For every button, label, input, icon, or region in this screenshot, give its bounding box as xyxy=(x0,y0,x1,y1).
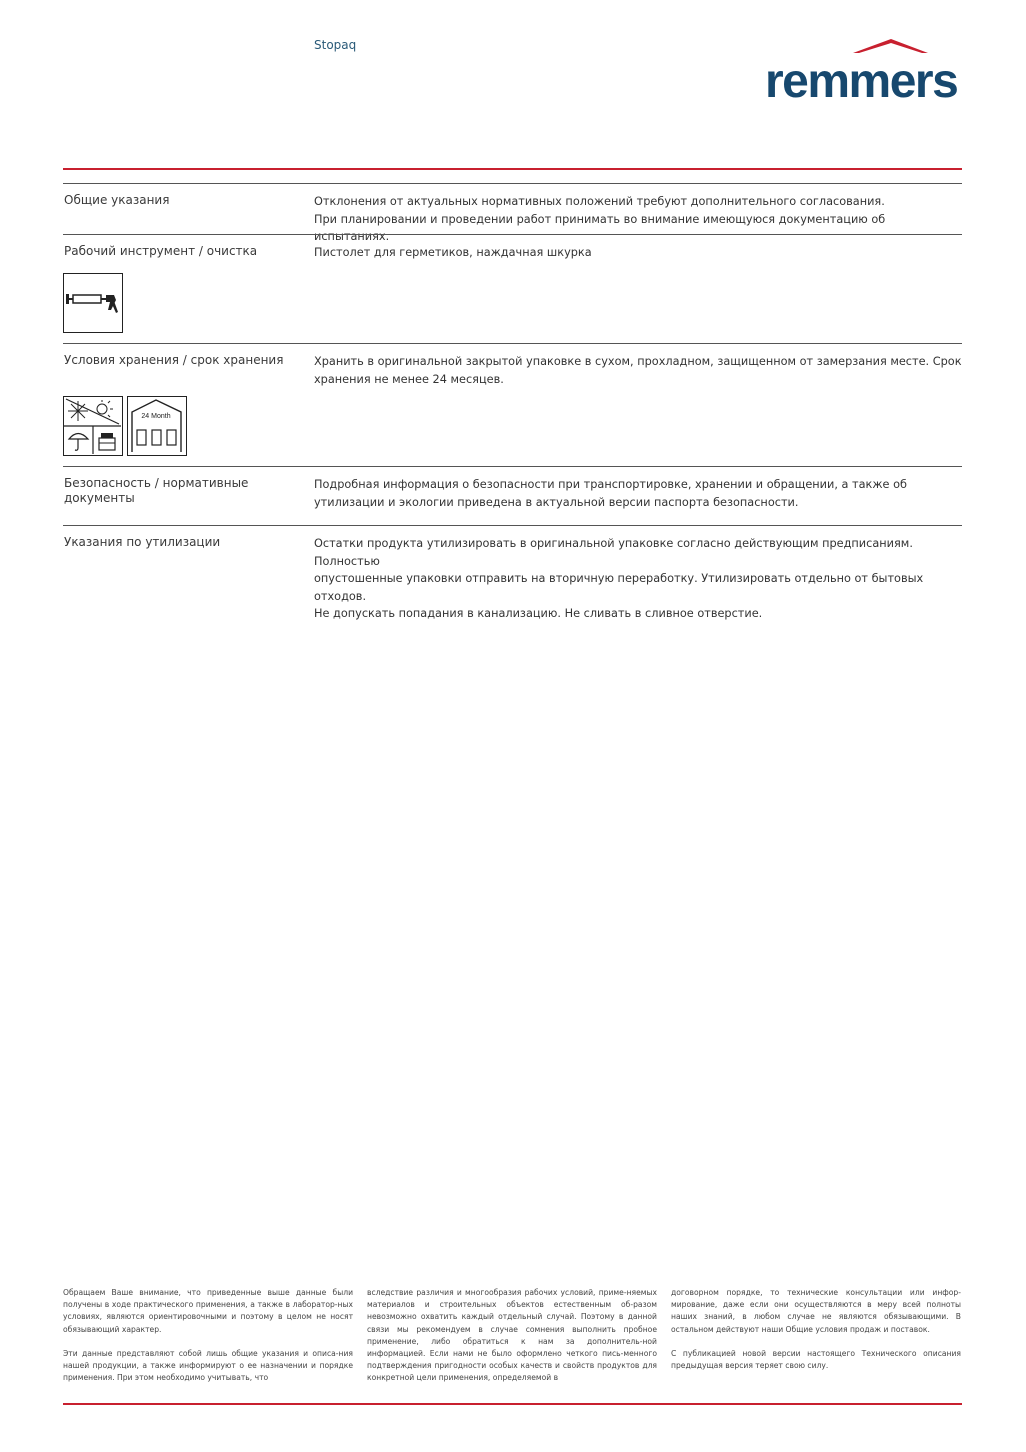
header-divider xyxy=(63,168,962,170)
section-label: Условия хранения / срок хранения xyxy=(64,353,284,367)
disclaimer-column-2: вследствие различия и многообразия рабочих условий, приме-няемых материалов и строительных объектов естественным об-разом невозможно охватить каждый отдельный случай. Поэтому в данной связи мы рекомендуем в случае сомнения выполнить пробное применение, либо обратиться к нам за дополнитель-ной информацией. Если нами не было оформлено четкого пись-менного подтверждения пригодности особых качеств и свойств продуктов для конкретной цели применения, определяемой в xyxy=(367,1288,657,1383)
logo-wordmark: remmers xyxy=(765,55,958,108)
section-text: Остатки продукта утилизировать в оригинальной упаковке согласно действующим предписаниям. Полностью опустошенные упаковки отправить на вторичную переработку. Утилизировать отдельно от бытовых отходов. Не допускать попадания в канализацию. Не сливать в сливное отверстие. xyxy=(314,537,924,620)
section-tools xyxy=(63,234,962,343)
storage-conditions-icon xyxy=(63,396,123,456)
section-text: Отклонения от актуальных нормативных положений требуют дополнительного согласования. При планировании и проведении работ принимать во внимание имеющуюся документацию об испытаниях. xyxy=(314,195,886,243)
section-label: Безопасность / нормативные документы xyxy=(64,476,249,505)
section-safety xyxy=(63,466,962,525)
section-general xyxy=(63,183,962,243)
footer-divider xyxy=(63,1403,962,1405)
shelf-life-label: 24 Month xyxy=(141,413,171,420)
product-name: Stopaq xyxy=(314,38,357,52)
section-disposal xyxy=(63,525,962,620)
section-text: Пистолет для герметиков, наждачная шкурка xyxy=(314,246,592,259)
disclaimer-column-3: договорном порядке, то технические консультации или инфор-мирование, даже если они осуществляются в меру всей полноты наших знаний, в любом случае не являются обязывающими. В остальном действуют наши Общие условия продаж и поставок. С публикацией новой версии настоящего Технического описания предыдущая версия теряет свою силу. xyxy=(671,1288,961,1371)
section-storage xyxy=(63,343,962,466)
section-text: Подробная информация о безопасности при транспортировке, хранении и обращении, а также об утилизации и экологии приведена в актуальной версии паспорта безопасности. xyxy=(314,478,907,509)
shelf-life-icon xyxy=(127,396,187,456)
disclaimer-column-1: Обращаем Ваше внимание, что приведенные выше данные были получены в ходе практического применения, а также в лаборатор-ных условиях, являются ориентировочными и поэтому в целом не носят обязывающий характер. Эти данные представляют собой лишь общие указания и описа-ния нашей продукции, а также информируют о ее назначении и порядке применения. При этом необходимо учитывать, что xyxy=(63,1288,353,1383)
section-label: Указания по утилизации xyxy=(64,535,221,549)
section-label: Рабочий инструмент / очистка xyxy=(64,244,258,258)
section-label: Общие указания xyxy=(64,193,170,207)
section-text: Хранить в оригинальной закрытой упаковке в сухом, прохладном, защищенном от замерзания месте. Срок хранения не менее 24 месяцев. xyxy=(314,355,962,386)
remmers-logo xyxy=(765,38,965,108)
caulking-gun-icon xyxy=(63,273,123,333)
